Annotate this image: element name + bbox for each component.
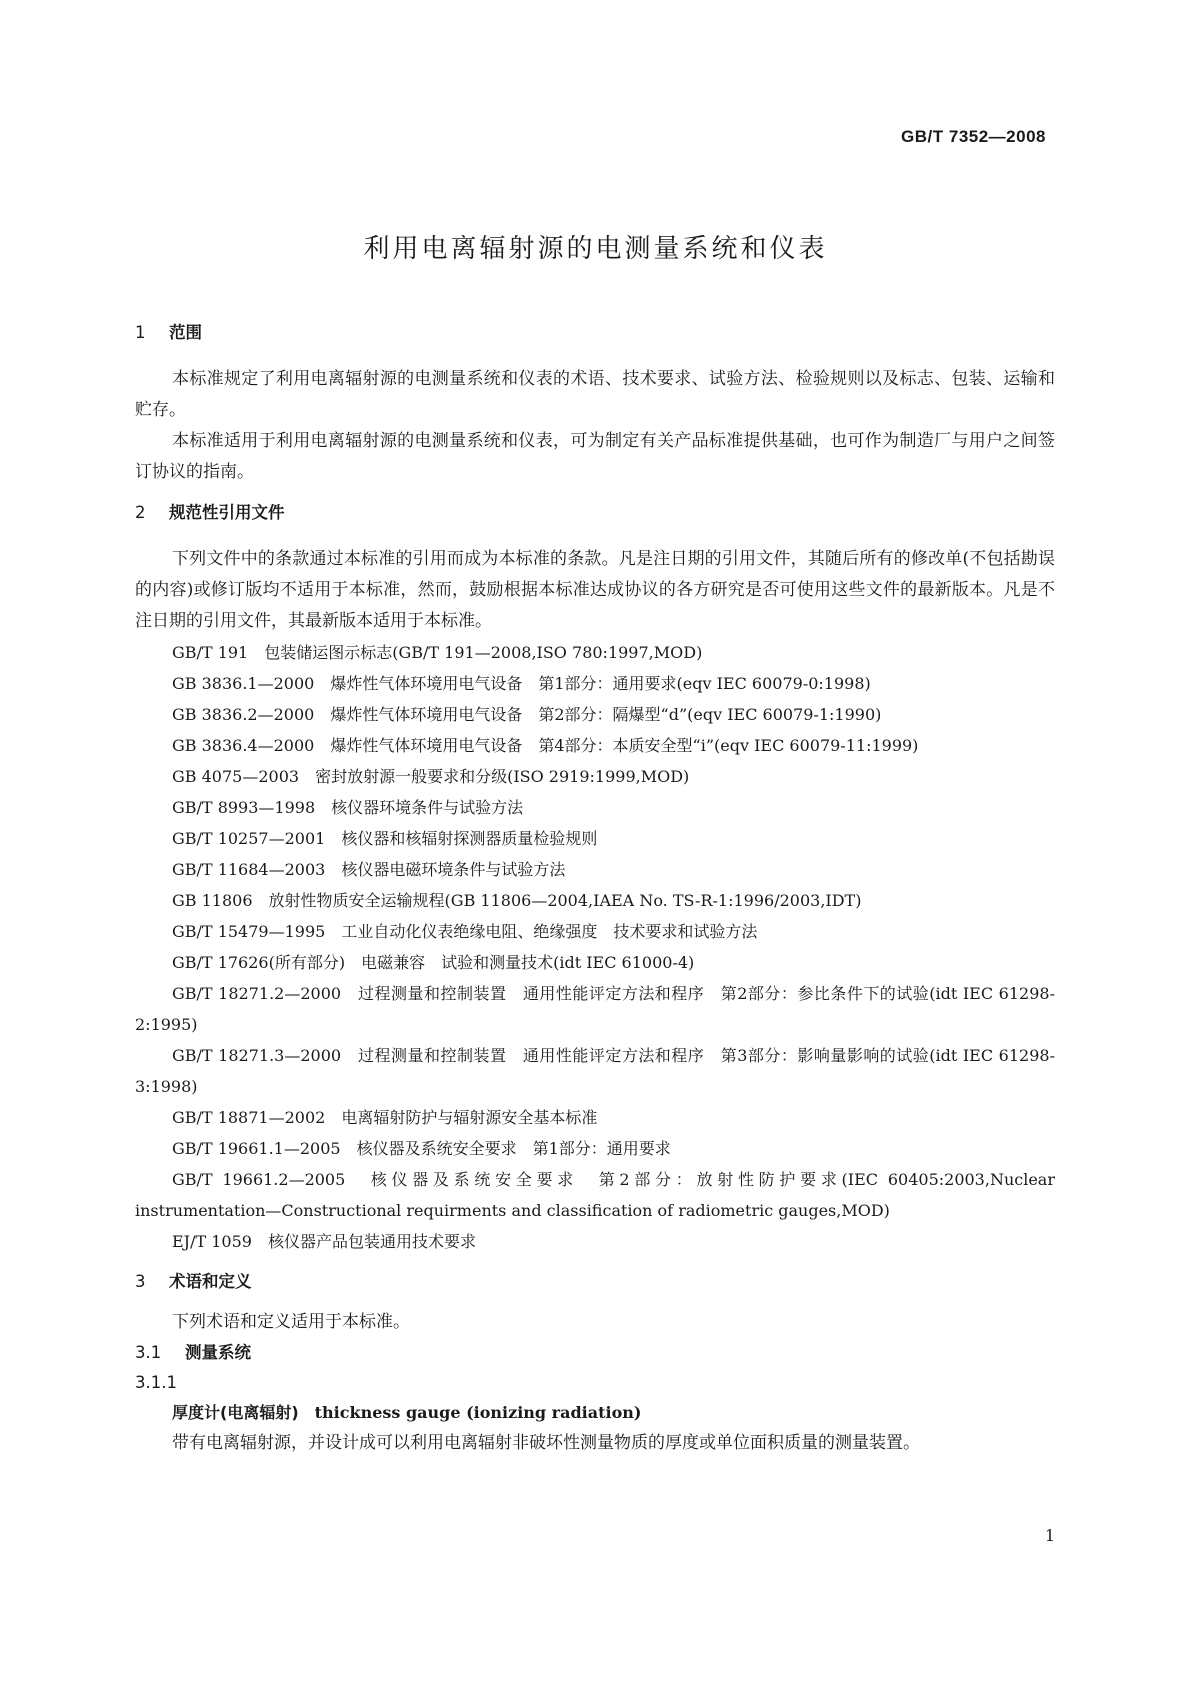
subsection-3-1-heading xyxy=(135,1338,1055,1368)
subsection-number: 3.1 xyxy=(135,1343,162,1362)
references-intro: 下列文件中的条款通过本标准的引用而成为本标准的条款。凡是注日期的引用文件，其随后所有的修改单(不包括勘误的内容)或修订版均不适用于本标准，然而，鼓励根据本标准达成协议的各方研究是否可使用这些文件的最新版本。凡是不注日期的引用文件，其最新版本适用于本标准。 xyxy=(135,549,1055,631)
reference-item xyxy=(135,761,1055,792)
standard-code: GB/T 7352—2008 xyxy=(901,127,1046,146)
reference-item xyxy=(135,699,1055,730)
section-title: 术语和定义 xyxy=(169,1272,252,1291)
reference-title: 爆炸性气体环境用电气设备 第2部分：隔爆型“d”(eqv IEC 60079-1:1990) xyxy=(330,705,882,724)
reference-title: 核仪器环境条件与试验方法 xyxy=(331,798,524,817)
term-chinese: 厚度计(电离辐射) xyxy=(172,1403,299,1422)
reference-item xyxy=(135,730,1055,761)
reference-item xyxy=(135,1133,1055,1164)
reference-item xyxy=(135,978,1055,1040)
section-2-heading xyxy=(135,498,1055,528)
reference-code: GB 3836.1—2000 xyxy=(172,674,315,693)
reference-code: GB/T 11684—2003 xyxy=(172,860,326,879)
page-number: 1 xyxy=(1044,1526,1055,1545)
reference-item xyxy=(135,1102,1055,1133)
reference-title: 密封放射源一般要求和分级(ISO 2919:1999,MOD) xyxy=(315,767,690,786)
section-number: 2 xyxy=(135,503,146,522)
subsection-number: 3.1.1 xyxy=(135,1373,177,1392)
reference-code: GB/T 18271.2—2000 xyxy=(172,984,342,1003)
reference-item xyxy=(135,854,1055,885)
reference-code: GB/T 10257—2001 xyxy=(172,829,326,848)
reference-title: 电离辐射防护与辐射源安全基本标准 xyxy=(341,1108,598,1127)
reference-item xyxy=(135,823,1055,854)
section-title: 范围 xyxy=(169,323,202,342)
term-definition: 带有电离辐射源，并设计成可以利用电离辐射非破坏性测量物质的厚度或单位面积质量的测量装置。 xyxy=(172,1433,920,1453)
reference-title: 核仪器及系统安全要求 第2部分：放射性防护要求(IEC 60405:2003,Nuclear instrumentation—Constructional requirments and classification of radiometric gauges,MOD) xyxy=(135,1170,1055,1220)
reference-title: 电磁兼容 试验和测量技术(idt IEC 61000-4) xyxy=(361,953,695,972)
document-title: 利用电离辐射源的电测量系统和仪表 xyxy=(363,234,828,264)
reference-code: GB/T 18871—2002 xyxy=(172,1108,326,1127)
section-title: 规范性引用文件 xyxy=(169,503,285,522)
reference-item xyxy=(135,668,1055,699)
section-1-heading xyxy=(135,318,1055,348)
term-entry xyxy=(135,1398,1055,1428)
reference-title: 核仪器和核辐射探测器质量检验规则 xyxy=(341,829,598,848)
subsection-3-1-1-heading xyxy=(135,1368,1055,1398)
reference-item xyxy=(135,885,1055,916)
terms-intro: 下列术语和定义适用于本标准。 xyxy=(172,1312,410,1332)
reference-item xyxy=(135,792,1055,823)
reference-code: GB/T 17626(所有部分) xyxy=(172,953,346,972)
reference-item xyxy=(135,1040,1055,1102)
reference-code: GB 3836.4—2000 xyxy=(172,736,315,755)
reference-title: 爆炸性气体环境用电气设备 第4部分：本质安全型“i”(eqv IEC 60079-11:1999) xyxy=(330,736,919,755)
reference-title: 工业自动化仪表绝缘电阻、绝缘强度 技术要求和试验方法 xyxy=(341,922,758,941)
scope-paragraph-1: 本标准规定了利用电离辐射源的电测量系统和仪表的术语、技术要求、试验方法、检验规则以及标志、包装、运输和贮存。 xyxy=(135,369,1055,420)
reference-item xyxy=(135,916,1055,947)
reference-list xyxy=(135,637,1055,1257)
reference-title: 核仪器及系统安全要求 第1部分：通用要求 xyxy=(356,1139,671,1158)
reference-code: GB/T 19661.2—2005 xyxy=(172,1170,346,1189)
reference-item xyxy=(135,637,1055,668)
section-3-heading xyxy=(135,1267,1055,1297)
section-number: 1 xyxy=(135,323,146,342)
reference-code: GB/T 15479—1995 xyxy=(172,922,326,941)
reference-code: GB/T 19661.1—2005 xyxy=(172,1139,341,1158)
reference-code: GB 3836.2—2000 xyxy=(172,705,315,724)
reference-code: GB 4075—2003 xyxy=(172,767,300,786)
reference-title: 过程测量和控制装置 通用性能评定方法和程序 第2部分：参比条件下的试验(idt IEC 61298-2:1995) xyxy=(135,984,1055,1034)
reference-title: 过程测量和控制装置 通用性能评定方法和程序 第3部分：影响量影响的试验(idt IEC 61298-3:1998) xyxy=(135,1046,1055,1096)
subsection-title: 测量系统 xyxy=(185,1343,251,1362)
reference-title: 包装储运图示标志(GB/T 191—2008,ISO 780:1997,MOD) xyxy=(264,643,703,662)
document-body xyxy=(135,318,1055,1459)
term-english: thickness gauge (ionizing radiation) xyxy=(314,1403,642,1422)
reference-item xyxy=(135,1164,1055,1226)
reference-title: 核仪器电磁环境条件与试验方法 xyxy=(341,860,566,879)
reference-item xyxy=(135,947,1055,978)
reference-title: 爆炸性气体环境用电气设备 第1部分：通用要求(eqv IEC 60079-0:1998) xyxy=(330,674,871,693)
reference-item xyxy=(135,1226,1055,1257)
reference-code: GB/T 18271.3—2000 xyxy=(172,1046,342,1065)
section-number: 3 xyxy=(135,1272,146,1291)
reference-code: EJ/T 1059 xyxy=(172,1232,252,1251)
scope-paragraph-2: 本标准适用于利用电离辐射源的电测量系统和仪表，可为制定有关产品标准提供基础，也可作为制造厂与用户之间签订协议的指南。 xyxy=(135,431,1055,482)
reference-title: 放射性物质安全运输规程(GB 11806—2004,IAEA No. TS-R-1:1996/2003,IDT) xyxy=(268,891,862,910)
reference-title: 核仪器产品包装通用技术要求 xyxy=(267,1232,476,1251)
reference-code: GB 11806 xyxy=(172,891,253,910)
reference-code: GB/T 8993—1998 xyxy=(172,798,316,817)
reference-code: GB/T 191 xyxy=(172,643,249,662)
